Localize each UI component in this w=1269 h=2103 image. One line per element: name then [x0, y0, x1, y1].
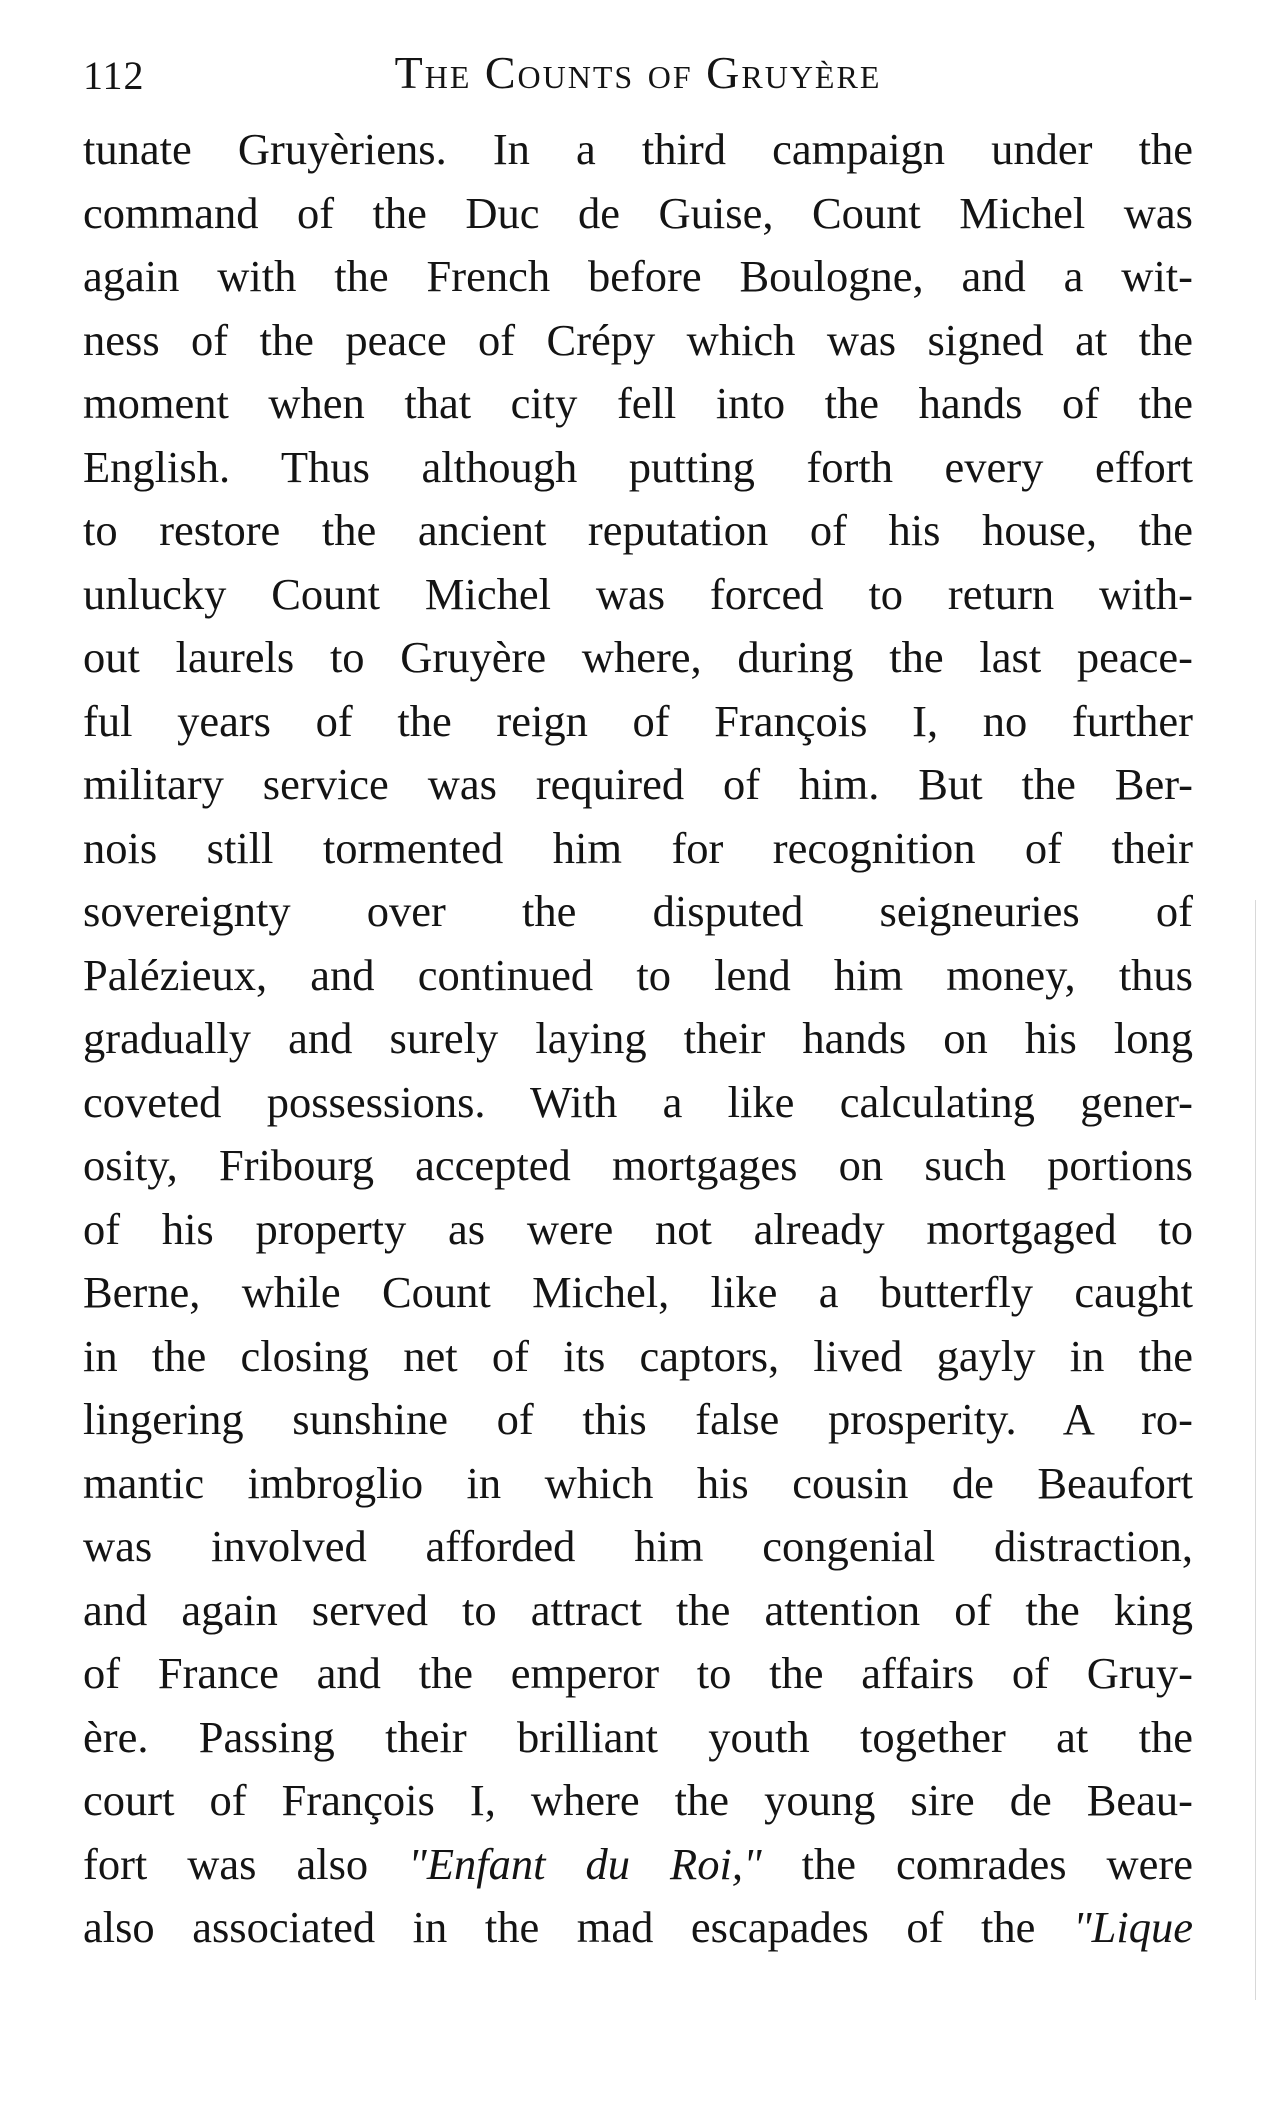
text-line: English. Thus although putting forth every effort: [83, 441, 1193, 492]
text-line: moment when that city fell into the hands of the: [83, 378, 1193, 428]
text-line: coveted possessions. With a like calculating gener-: [83, 1076, 1193, 1127]
line-segment: also associated in the mad escapades of the: [83, 1902, 1073, 1952]
italic-phrase: "Enfant du Roi,": [408, 1838, 762, 1889]
text-line: nois still tormented him for recognition of their: [83, 822, 1193, 873]
page-header: [83, 46, 1193, 106]
text-line: again with the French before Boulogne, and a wit-: [83, 251, 1193, 301]
body-text: [83, 118, 1193, 1960]
text-line: tunate Gruyèriens. In a third campaign under the: [83, 124, 1193, 174]
text-line: ful years of the reign of François I, no further: [83, 695, 1193, 746]
text-line: command of the Duc de Guise, Count Michel was: [83, 187, 1193, 238]
page-number: 112: [83, 53, 145, 98]
line-segment: fort was also: [83, 1838, 409, 1889]
text-line: was involved afforded him congenial distraction,: [83, 1521, 1193, 1571]
text-line-mixed: [83, 1833, 1193, 1897]
text-line: of France and the emperor to the affairs of Gruy-: [83, 1648, 1193, 1698]
scan-edge-line: [1255, 900, 1256, 2000]
text-line: of his property as were not already mortgaged to: [83, 1203, 1193, 1254]
text-line-mixed: [83, 1896, 1193, 1960]
text-line: sovereignty over the disputed seigneuries of: [83, 886, 1193, 936]
running-title: The Counts of Gruyère: [394, 47, 882, 98]
text-line: gradually and surely laying their hands on his long: [83, 1013, 1193, 1063]
text-line: osity, Fribourg accepted mortgages on such portions: [83, 1140, 1193, 1190]
text-line: ère. Passing their brilliant youth together at the: [83, 1711, 1193, 1762]
text-line: lingering sunshine of this false prosperity. A ro-: [83, 1394, 1193, 1444]
text-line: unlucky Count Michel was forced to return with-: [83, 568, 1193, 619]
text-line: to restore the ancient reputation of his house, the: [83, 505, 1193, 555]
text-line: ness of the peace of Crépy which was signed at the: [83, 314, 1193, 365]
italic-phrase: "Lique: [1072, 1902, 1193, 1952]
text-line: and again served to attract the attention of the king: [83, 1584, 1193, 1635]
text-line: court of François I, where the young sire de Beau-: [83, 1775, 1193, 1825]
text-line: Palézieux, and continued to lend him money, thus: [83, 949, 1193, 1000]
text-line: Berne, while Count Michel, like a butterfly caught: [83, 1267, 1193, 1317]
line-segment: the comrades were: [761, 1838, 1194, 1889]
text-line: in the closing net of its captors, lived gayly in the: [83, 1330, 1193, 1381]
text-line: mantic imbroglio in which his cousin de Beaufort: [83, 1457, 1193, 1508]
text-line: military service was required of him. But the Ber-: [83, 759, 1193, 809]
text-line: out laurels to Gruyère where, during the last peace-: [83, 632, 1193, 682]
